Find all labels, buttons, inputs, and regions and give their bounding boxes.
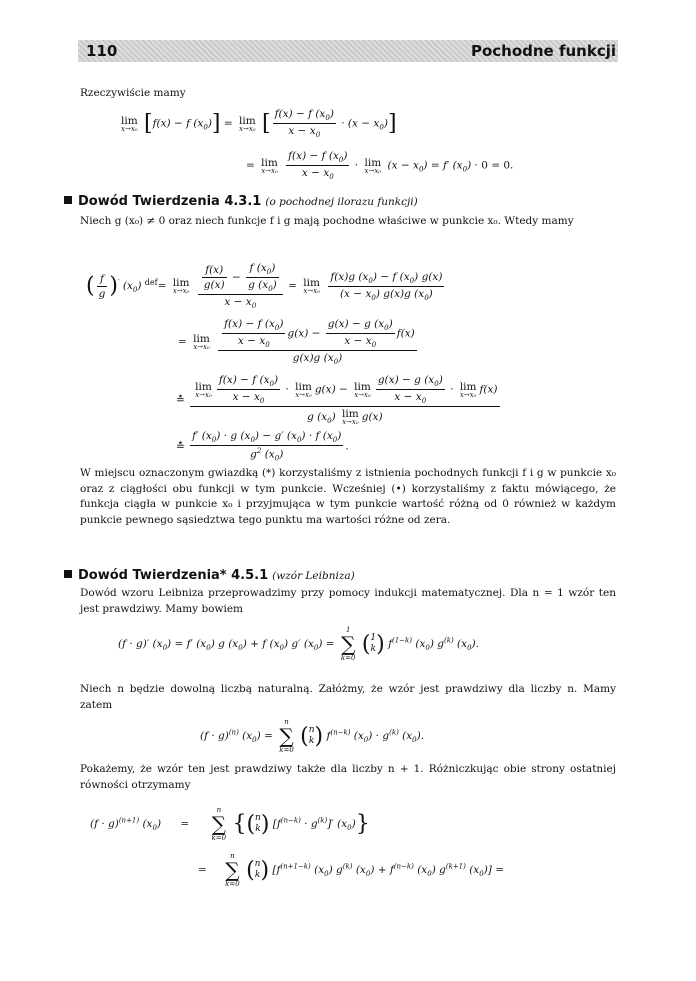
intro-text: Rzeczywiście mamy — [80, 87, 186, 99]
running-title: Pochodne funkcji — [470, 42, 616, 60]
proof1-heading: Dowód Twierdzenia 4.3.1 (o pochodnej ilorazu funkcji) — [64, 194, 418, 209]
proof2-intro: Dowód wzoru Leibniza przeprowadzimy przy pomocy indukcji matematycznej. Dla n = 1 wzór ten jest prawdziwy. Mamy bowiem — [80, 587, 616, 615]
square-bullet-icon — [64, 196, 72, 204]
quotient-line-1: ( $\frac{f}{g}$ )′ $(x_0)$ $^{def}$= lim x→x₀ $\frac{f(x)}{g(x)}$ − $\frac{f (x_0)}{g (x_0)}$ $x - x_0$ = lim x→x₀ $\frac{f(x)g (x_0) - f (x_0) g(x)}{(x - x_0) g(x)g (x_0)}$ — [86, 262, 443, 311]
quotient-line-2: = lim x→x₀ $\frac{f(x) - f (x_0)}{x - x_0}$ g(x) − $\frac{g(x) - g (x_0)}{x - x_0}$ f(x) g(x)g $(x_0)$ — [178, 318, 415, 367]
page-number: 110 — [86, 42, 118, 60]
equation-limit-2: = lim x→x₀ $\frac{f(x) - f (x_0)}{x - x_0}$ · lim x→x₀ $(x - x_0) = f'$ $(x_0) \cdot 0 = 0$. — [246, 150, 514, 182]
square-bullet-icon — [64, 570, 72, 578]
proof2-heading: Dowód Twierdzenia* 4.5.1 (wzór Leibniza) — [64, 568, 355, 583]
quotient-line-4: ≛ $\frac{f' (x_0) \cdot g (x_0) - g' (x_0) \cdot f (x_0)}{g^2 (x_0)}$ . — [176, 430, 349, 463]
quotient-line-3: ≛ lim x→x₀ $\frac{f(x) - f (x_0)}{x - x_0}$ · lim x→x₀ g(x) − lim x→x₀ $\frac{g(x) - g (x_0)}{x - x_0}$ · lim x→x₀ f(x) g $(x_0)$ lim x→x₀ g(x) — [176, 374, 498, 427]
proof2-show: Pokażemy, że wzór ten jest prawdziwy także dla liczby n + 1. Różniczkując obie strony ostatniej równości otrzymamy — [80, 763, 616, 791]
proof1-explanation: W miejscu oznaczonym gwiazdką (*) korzystaliśmy z istnienia pochodnych funkcji f i g w punkcie x₀ oraz z ciągłości obu funkcji w tym punkcie. Wcześniej (•) korzystaliśmy z faktu mówiącego, że funkcja ciągła w punkcie x₀ i przyjmująca w tym punkcie wartość różną od 0 również w każdym punkcie pewnego sąsiedztwa tego punktu ma wartości różne od zera. — [80, 467, 616, 526]
leibniz-hypothesis: $(f \cdot g)^{(n)}$ $(x_0)$ = n ∑ k=0 ( n k ) $f^{(n-k)}$ $(x_0) \cdot g^{(k)}$ $(x_0)$. — [200, 718, 425, 754]
leibniz-base-case: (f · g)′ $(x_0) = f'$ $(x_0)$ g $(x_0) + f$ $(x_0)$ g′ $(x_0)$ = 1 ∑ k=0 ( 1 k ) $f^{(1-k)}$ $(x_0)$ $g^{(k)}$ $(x_0)$. — [118, 626, 479, 662]
leibniz-step-2: = n ∑ k=0 ( n k ) [$f^{(n+1-k)}$ $(x_0)$ $g^{(k)}$ $(x_0) + f^{(n-k)}$ $(x_0)$ $g^{(k+1)}$ $(x_0)$] = — [198, 852, 505, 888]
equation-limit-1: lim x→x₀ [f(x) − f $(x_0)$] = lim x→x₀ [ $\frac{f(x) - f (x_0)}{x - x_0}$ · $(x - x_0)$] — [121, 108, 397, 140]
leibniz-step-1: $(f \cdot g)^{(n+1)}$ $(x_0)$ = n ∑ k=0 {( n k ) $[f^{(n-k)} \cdot g^{(k)}]'$ $(x_0)$} — [90, 806, 370, 842]
proof2-assume: Niech n będzie dowolną liczbą naturalną. Załóżmy, że wzór jest prawdziwy dla liczby n. Mamy zatem — [80, 683, 616, 711]
proof1-intro: Niech g (x₀) ≠ 0 oraz niech funkcje f i g mają pochodne właściwe w punkcie x₀. Wtedy mamy — [80, 215, 574, 227]
